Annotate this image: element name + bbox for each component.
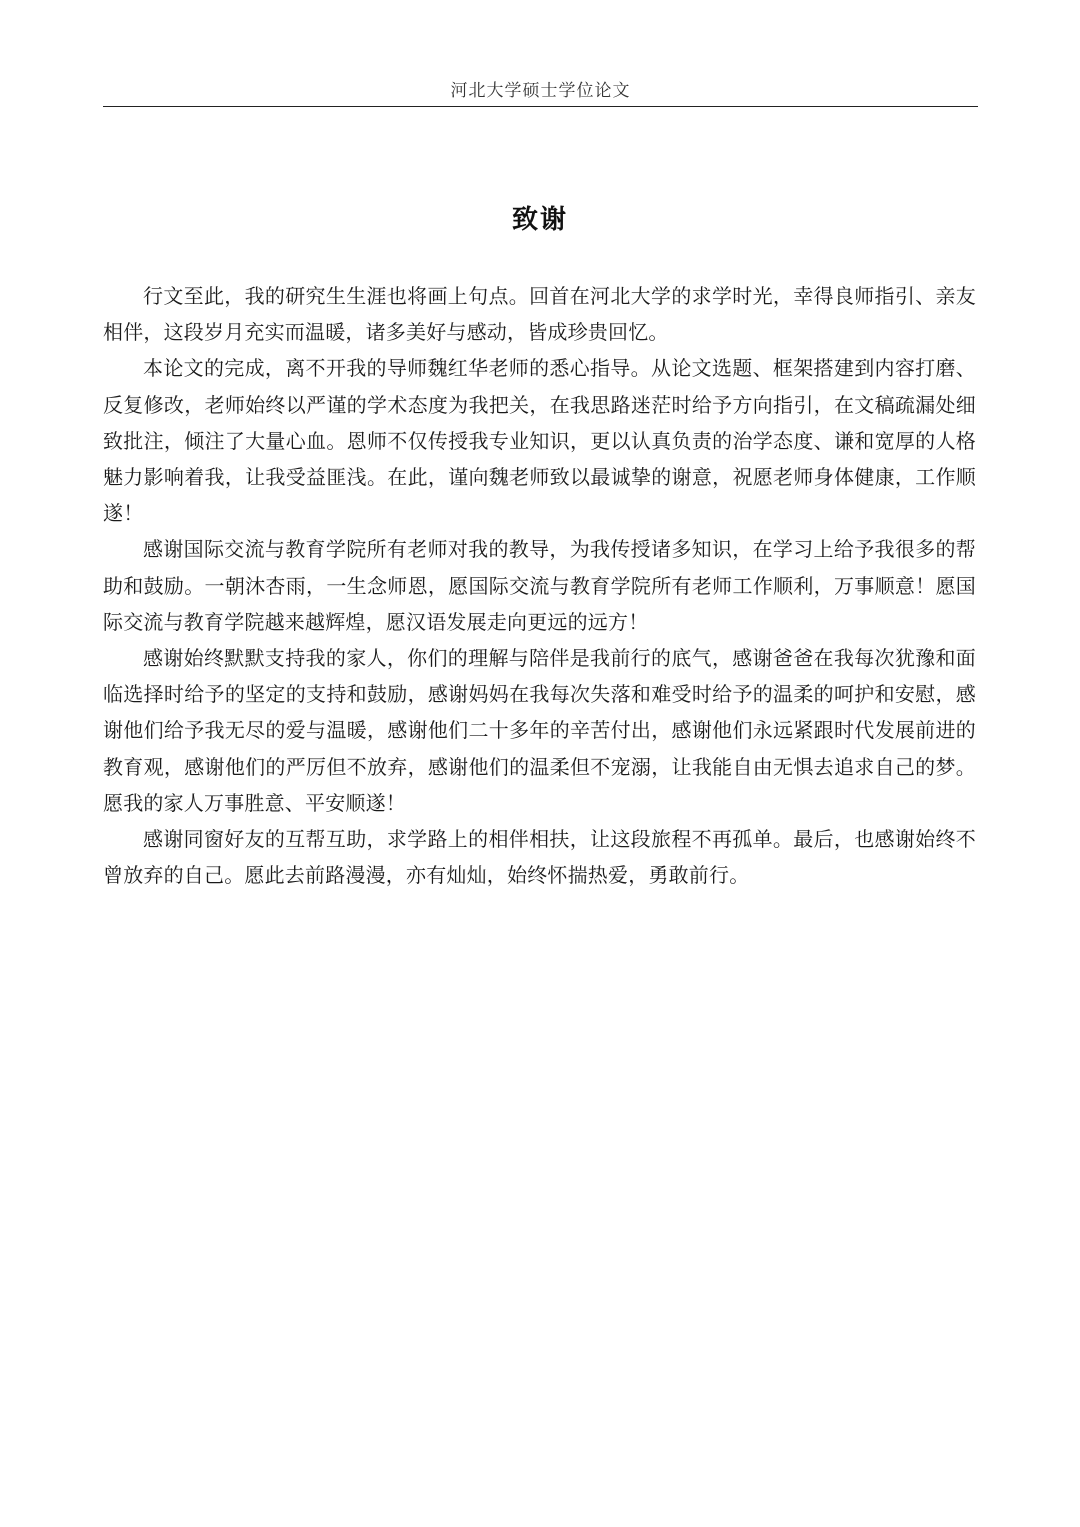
section-title: 致谢	[511, 205, 568, 235]
running-header-title: 河北大学硕士学位论文	[450, 81, 631, 101]
paragraph: 感谢始终默默支持我的家人，你们的理解与陪伴是我前行的底气，感谢爸爸在我每次犹豫和面临选择时给予的坚定的支持和鼓励，感谢妈妈在我每次失落和难受时给予的温柔的呵护和安慰，感谢他们给予我无尽的爱与温暖，感谢他们二十多年的辛苦付出，感谢他们永远紧跟时代发展前进的教育观，感谢他们的严厉但不放弃，感谢他们的温柔但不宠溺，让我能自由无惧去追求自己的梦。愿我的家人万事胜意、平安顺遂！	[103, 646, 976, 815]
paragraph: 行文至此，我的研究生生涯也将画上句点。回首在河北大学的求学时光，幸得良师指引、亲友相伴，这段岁月充实而温暖，诸多美好与感动，皆成珍贵回忆。	[103, 284, 976, 345]
running-header	[103, 78, 978, 107]
paragraph: 感谢国际交流与教育学院所有老师对我的教导，为我传授诸多知识，在学习上给予我很多的帮助和鼓励。一朝沐杏雨，一生念师恩，愿国际交流与教育学院所有老师工作顺利，万事顺意！愿国际交流与教育学院越来越辉煌，愿汉语发展走向更远的远方！	[103, 537, 976, 634]
paragraph: 感谢同窗好友的互帮互助，求学路上的相伴相扶，让这段旅程不再孤单。最后，也感谢始终不曾放弃的自己。愿此去前路漫漫，亦有灿灿，始终怀揣热爱，勇敢前行。	[103, 827, 976, 888]
acknowledgements-body	[103, 278, 976, 893]
paragraph: 本论文的完成，离不开我的导师魏红华老师的悉心指导。从论文选题、框架搭建到内容打磨、反复修改，老师始终以严谨的学术态度为我把关，在我思路迷茫时给予方向指引，在文稿疏漏处细致批注，倾注了大量心血。恩师不仅传授我专业知识，更以认真负责的治学态度、谦和宽厚的人格魅力影响着我，让我受益匪浅。在此，谨向魏老师致以最诚挚的谢意，祝愿老师身体健康，工作顺遂！	[103, 356, 976, 526]
